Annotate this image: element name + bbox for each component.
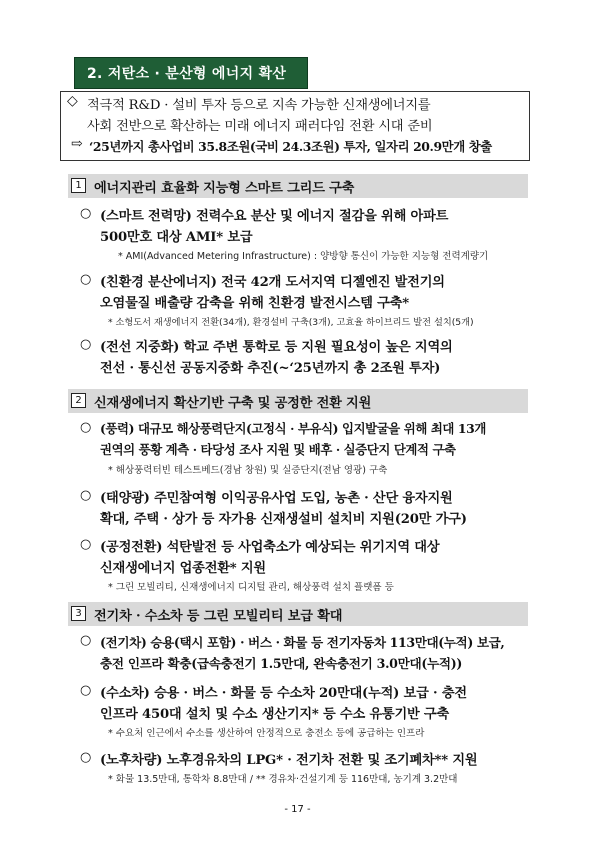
circle-bullet-icon: ○ xyxy=(80,633,92,648)
section-title: 2. 저탄소 · 분산형 에너지 확산 xyxy=(87,66,287,82)
section-heading-3 xyxy=(68,602,528,626)
item-3-1-line-1: (전기차) 승용(택시 포함) · 버스 · 화물 등 전기자동차 113만대(누적) 보급, xyxy=(100,635,505,650)
circle-bullet-icon: ○ xyxy=(80,337,92,352)
item-2-1-note: * 해상풍력터빈 테스트베드(경남 창원) 및 실증단지(전남 영광) 구축 xyxy=(108,465,388,476)
section-number-3: 3 xyxy=(71,606,86,621)
item-3-2-line-2: 인프라 450대 설치 및 수소 생산기지* 등 수소 유통기반 구축 xyxy=(100,707,450,722)
item-1-2-line-2: 오염물질 배출량 감축을 위해 친환경 발전시스템 구축* xyxy=(100,296,409,311)
item-3-3-line-1: (노후차량) 노후경유차의 LPG* · 전기차 전환 및 조기폐차** 지원 xyxy=(100,753,478,768)
item-3-1-line-2: 충전 인프라 확충(급속충전기 1.5만대, 완속충전기 3.0만대(누적)) xyxy=(100,656,463,671)
item-2-3-line-1: (공정전환) 석탄발전 등 사업축소가 예상되는 위기지역 대상 xyxy=(100,540,440,555)
page-number: - 17 - xyxy=(284,804,311,815)
section-number-1: 1 xyxy=(71,178,86,193)
item-2-2-line-1: (태양광) 주민참여형 이익공유사업 도입, 농촌 · 산단 융자지원 xyxy=(100,491,453,506)
section-title-box xyxy=(74,57,308,89)
item-3-2-note: * 수요처 인근에서 수소를 생산하여 안정적으로 충전소 등에 공급하는 인프라 xyxy=(108,728,425,739)
summary-line-1: 적극적 R&D · 설비 투자 등으로 지속 가능한 신재생에너지를 xyxy=(87,98,431,113)
arrow-icon: ⇨ xyxy=(71,136,83,152)
circle-bullet-icon: ○ xyxy=(80,206,92,221)
item-2-3-note: * 그린 모빌리티, 신재생에너지 디지털 관리, 해상풍력 설치 플랫폼 등 xyxy=(108,582,394,593)
section-heading-1 xyxy=(68,174,528,198)
item-2-3-line-2: 신재생에너지 업종전환* 지원 xyxy=(100,561,266,576)
item-2-1-line-2: 권역의 풍황 계측 · 타당성 조사 지원 및 배후 · 실증단지 단계적 구축 xyxy=(100,442,456,457)
summary-box xyxy=(60,91,530,161)
item-1-1-note: * AMI(Advanced Metering Infrastructure) : 양방향 통신이 가능한 지능형 전력계량기 xyxy=(118,251,489,262)
section-number-2: 2 xyxy=(71,393,86,408)
item-1-3-line-1: (전선 지중화) 학교 주변 통학로 등 지원 필요성이 높은 지역의 xyxy=(100,340,453,355)
item-1-3-line-2: 전선 · 통신선 공동지중화 추진(~‘25년까지 총 2조원 투자) xyxy=(100,361,441,376)
circle-bullet-icon: ○ xyxy=(80,683,92,698)
item-2-1-line-1: (풍력) 대규모 해상풍력단지(고정식 · 부유식) 입지발굴을 위해 최대 13개 xyxy=(100,421,486,436)
section-heading-2 xyxy=(68,389,528,413)
section-heading-2-title: 신재생에너지 확산기반 구축 및 공정한 전환 지원 xyxy=(94,396,372,411)
item-3-3-note: * 화물 13.5만대, 통학차 8.8만대 / ** 경유차·건설기계 등 116만대, 농기계 3.2만대 xyxy=(108,774,458,785)
item-2-2-line-2: 확대, 주택 · 상가 등 자가용 신재생설비 설치비 지원(20만 가구) xyxy=(100,512,467,527)
summary-line-2: 사회 전반으로 확산하는 미래 에너지 패러다임 전환 시대 준비 xyxy=(87,119,433,134)
circle-bullet-icon: ○ xyxy=(80,750,92,765)
circle-bullet-icon: ○ xyxy=(80,420,92,435)
item-3-2-line-1: (수소차) 승용 · 버스 · 화물 등 수소차 20만대(누적) 보급 · 충전 xyxy=(100,686,467,701)
circle-bullet-icon: ○ xyxy=(80,488,92,503)
item-1-1-line-1: (스마트 전력망) 전력수요 분산 및 에너지 절감을 위해 아파트 xyxy=(100,209,449,224)
section-heading-1-title: 에너지관리 효율화 지능형 스마트 그리드 구축 xyxy=(94,181,355,196)
summary-line-3: ‘25년까지 총사업비 35.8조원(국비 24.3조원) 투자, 일자리 20.9만개 창출 xyxy=(89,139,492,154)
item-1-2-line-1: (친환경 분산에너지) 전국 42개 도서지역 디젤엔진 발전기의 xyxy=(100,275,445,290)
section-heading-3-title: 전기차 · 수소차 등 그린 모빌리티 보급 확대 xyxy=(94,609,343,624)
item-1-1-line-2: 500만호 대상 AMI* 보급 xyxy=(100,230,253,245)
circle-bullet-icon: ○ xyxy=(80,537,92,552)
circle-bullet-icon: ○ xyxy=(80,272,92,287)
item-1-2-note: * 소형도서 재생에너지 전환(34개), 환경설비 구축(3개), 고효율 하이브리드 발전 설치(5개) xyxy=(108,317,474,328)
diamond-bullet-icon: ◇ xyxy=(67,93,78,109)
